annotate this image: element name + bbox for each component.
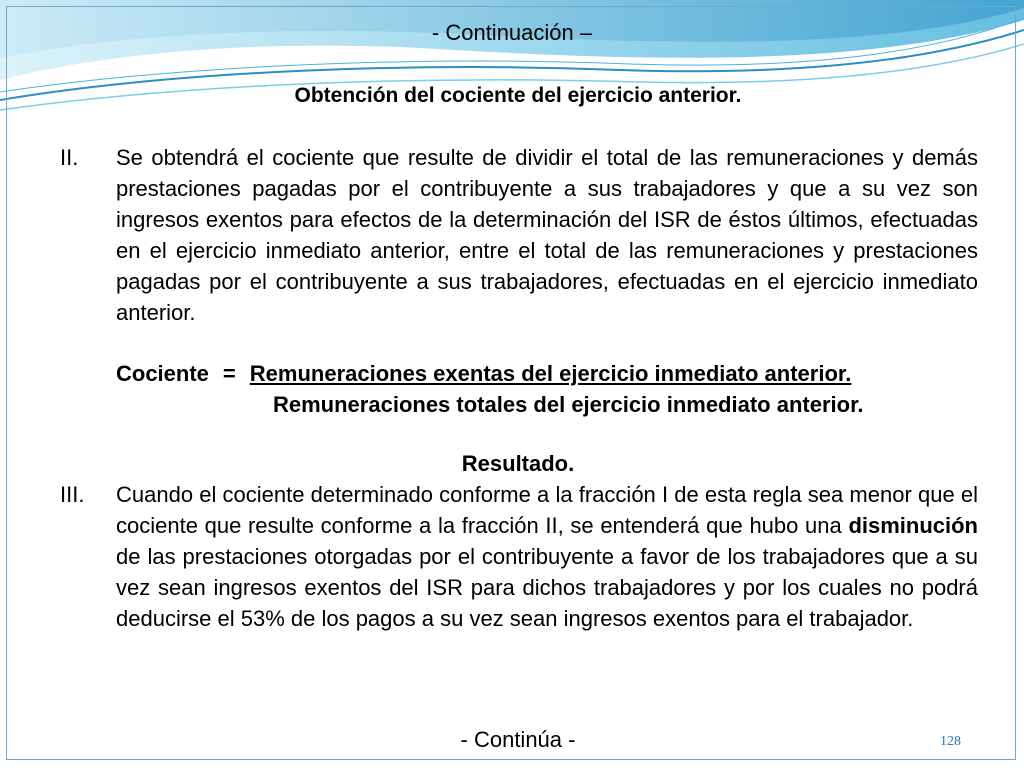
formula-label: Cociente <box>116 361 209 386</box>
formula-numerator: Remuneraciones exentas del ejercicio inmediato anterior. <box>249 361 852 386</box>
footer-continues: - Continúa - <box>460 727 576 752</box>
item-ii <box>60 142 978 328</box>
item-iii-number: III. <box>60 482 85 507</box>
item-iii-text-before: Cuando el cociente determinado conforme a la fracción I de esta regla sea menor que el cociente que resulte conforme a la fracción II, se entenderá que hubo una <box>116 482 978 538</box>
item-iii <box>60 479 978 634</box>
header-continuation: - Continuación – <box>431 20 593 45</box>
result-heading: Resultado. <box>461 451 575 476</box>
item-iii-text-after: de las prestaciones otorgadas por el contribuyente a favor de los trabajadores que a su vez sean ingresos exentos del ISR para dichos trabajadores y por los cuales no podrá deducirse el 53% de los pagos a su vez sean ingresos exentos para el trabajador. <box>116 544 978 631</box>
item-ii-text: Se obtendrá el cociente que resulte de dividir el total de las remuneraciones y demás prestaciones pagadas por el contribuyente a sus trabajadores y que a su vez son ingresos exentos para efectos de la determinación del ISR de éstos últimos, efectuadas en el ejercicio inmediato anterior, entre el total de las remuneraciones y prestaciones pagadas por el contribuyente a sus trabajadores, efectuadas en el ejercicio inmediato anterior. <box>116 145 978 325</box>
formula-denominator: Remuneraciones totales del ejercicio inmediato anterior. <box>273 392 864 417</box>
formula <box>116 358 851 389</box>
formula-equals: = <box>222 361 236 386</box>
section-subtitle: Obtención del cociente del ejercicio anterior. <box>294 84 742 107</box>
page-number: 128 <box>940 734 961 749</box>
item-ii-number: II. <box>60 145 79 170</box>
item-iii-emphasis: disminución <box>848 513 978 538</box>
